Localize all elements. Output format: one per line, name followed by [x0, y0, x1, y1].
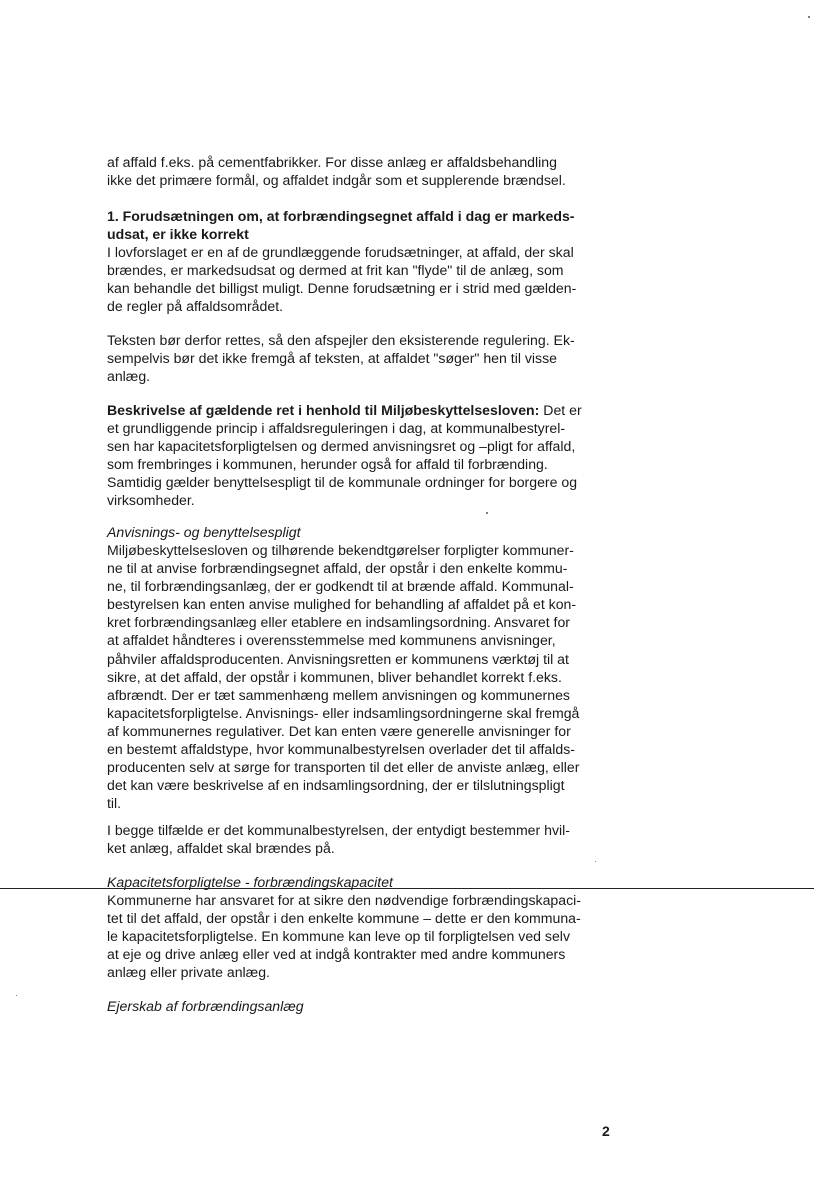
text-line: kapacitetsforpligtelse. Anvisnings- eller indsamlingsordningerne skal fremgå [107, 704, 580, 721]
text-line: 1. Forudsætningen om, at forbrændingsegnet affald i dag er markeds- [107, 208, 575, 224]
text-line: sen har kapacitetsforpligtelsen og dermed anvisningsret og –pligt for affald, [107, 438, 576, 455]
text-line: Kapacitetsforpligtelse - forbrændingskapacitet [107, 874, 393, 890]
horizontal-rule [0, 888, 814, 889]
intro [107, 153, 617, 189]
scan-speck [808, 16, 810, 18]
text-line [107, 401, 617, 419]
kapacitet-body [107, 891, 617, 981]
text-line: I begge tilfælde er det kommunalbestyrelsen, der entydigt bestemmer hvil- [107, 822, 570, 838]
text-line: Ejerskab af forbrændingsanlæg [107, 998, 304, 1014]
text-line: af kommunernes regulativer. Det kan enten være generelle anvisninger for [107, 722, 571, 739]
text-line: Teksten bør derfor rettes, så den afspejler den eksisterende regulering. Ek- [107, 332, 575, 348]
text-line: virksomheder. [107, 492, 195, 509]
scan-speck [595, 861, 596, 862]
text-line: af affald f.eks. på cementfabrikker. For disse anlæg er affaldsbehandling [107, 154, 557, 170]
scan-speck [16, 995, 17, 996]
inline-text: Det er [539, 402, 582, 418]
text-line: bestyrelsen kan enten anvise mulighed for behandling af affaldet på et kon- [107, 596, 577, 613]
text-line: anlæg. [107, 368, 151, 385]
text-line: til. [107, 795, 122, 812]
text-line: Samtidig gælder benyttelsespligt til de kommunale ordninger for borgere og [107, 474, 578, 491]
text-line: udsat, er ikke korrekt [107, 226, 249, 243]
section1-body [107, 243, 617, 315]
text-line: ne, til forbrændingsanlæg, der er godkendt til at brænde affald. Kommunal- [107, 578, 574, 595]
text-line: le kapacitetsforpligtelse. En kommune kan leve op til forpligtelsen ved selv [107, 928, 570, 945]
both-cases-para [107, 821, 617, 857]
inline-heading: Beskrivelse af gældende ret i henhold til Miljøbeskyttelsesloven: [107, 402, 540, 418]
text-line: afbrændt. Der er tæt sammenhæng mellem anvisningen og kommunernes [107, 686, 570, 703]
text-line: påhviler affaldsproducenten. Anvisningsretten er kommunens værktøj til at [107, 650, 569, 667]
correction-para [107, 331, 617, 385]
text-line: de regler på affaldsområdet. [107, 298, 284, 315]
text-line: sempelvis bør det ikke fremgå af teksten, at affaldet "søger" hen til visse [107, 350, 557, 367]
text-line: producenten selv at sørge for transporten til det eller de anviste anlæg, eller [107, 759, 580, 776]
text-line: kret forbrændingsanlæg eller etablere en indsamlingsordning. Ansvaret for [107, 614, 571, 631]
text-line: sikre, at det affald, der opstår i kommunen, bliver behandlet korrekt f.eks. [107, 668, 562, 685]
current-law-para [107, 401, 617, 510]
text-line: anlæg eller private anlæg. [107, 964, 270, 981]
page-number: 2 [602, 1123, 610, 1139]
section1-heading [107, 207, 617, 243]
text-line: tet til det affald, der opstår i den enkelte kommune – dette er den kommuna- [107, 910, 581, 927]
text-line: som frembringes i kommunen, herunder også for affald til forbrænding. [107, 456, 548, 473]
text-line: ne til at anvise forbrændingsegnet affald, der opstår i den enkelte kommu- [107, 560, 568, 577]
text-line: I lovforslaget er en af de grundlæggende forudsætninger, at affald, der skal [107, 244, 574, 260]
text-line: Miljøbeskyttelsesloven og tilhørende bekendtgørelser forpligter kommuner- [107, 542, 574, 558]
text-line: at affaldet håndteres i overensstemmelse med kommunens anvisninger, [107, 632, 556, 649]
text-line: Anvisnings- og benyttelsespligt [107, 524, 301, 540]
text-line: det kan være beskrivelse af en indsamlingsordning, der er tilslutningspligt [107, 777, 565, 794]
text-line: ikke det primære formål, og affaldet indgår som et supplerende brændsel. [107, 172, 566, 189]
scan-speck [486, 512, 488, 514]
text-line: brændes, er markedsudsat og dermed at frit kan "flyde" til de anlæg, som [107, 262, 564, 279]
text-line: en bestemt affaldstype, hvor kommunalbestyrelsen overlader det til affalds- [107, 741, 575, 758]
anvisning-heading [107, 523, 617, 541]
ejerskab-heading [107, 997, 617, 1015]
text-line: kan behandle det billigst muligt. Denne forudsætning er i strid med gælden- [107, 280, 577, 297]
text-line: et grundliggende princip i affaldsreguleringen i dag, at kommunalbestyrel- [107, 420, 566, 437]
text-line: Kommunerne har ansvaret for at sikre den nødvendige forbrændingskapaci- [107, 892, 581, 908]
anvisning-body [107, 541, 617, 812]
text-line: ket anlæg, affaldet skal brændes på. [107, 840, 335, 857]
text-line: at eje og drive anlæg eller ved at indgå kontrakter med andre kommuners [107, 946, 566, 963]
